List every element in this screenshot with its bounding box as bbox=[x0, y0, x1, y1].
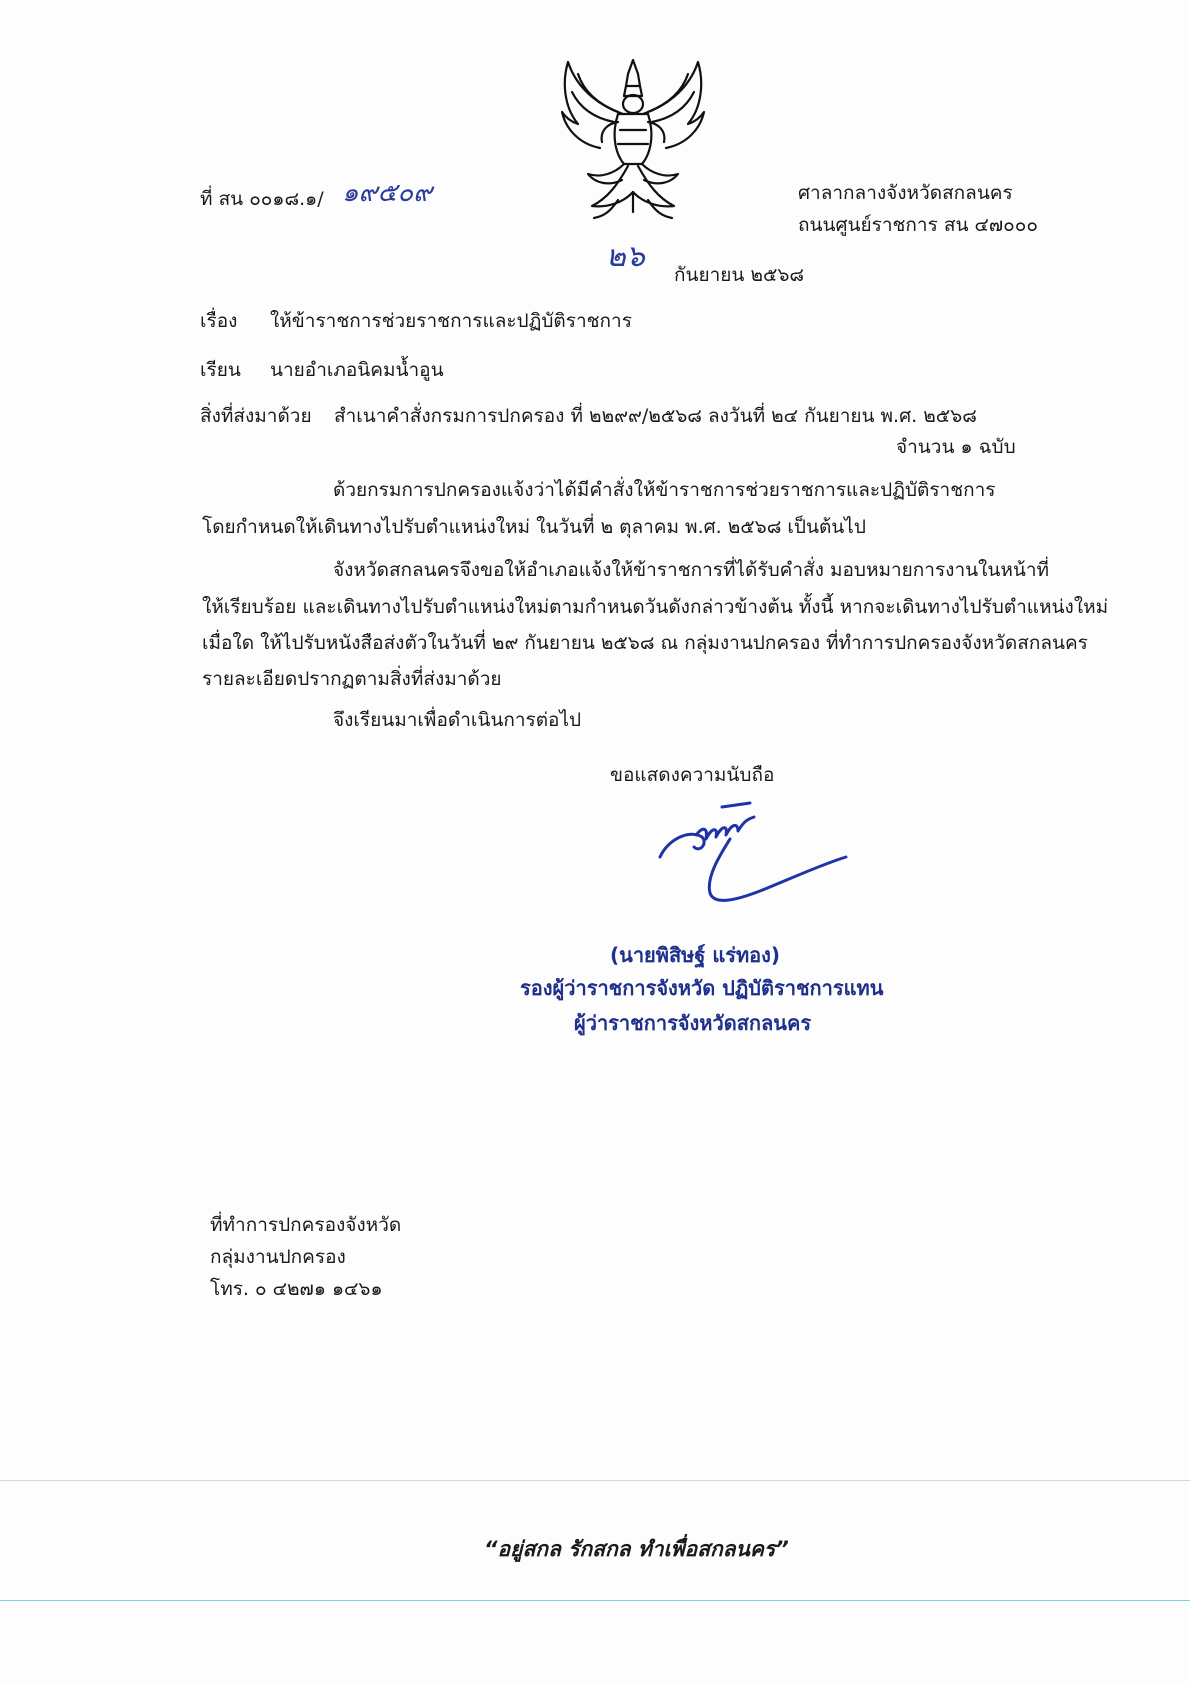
office-address: ถนนศูนย์ราชการ สน ๔๗๐๐๐ bbox=[798, 214, 1038, 236]
paragraph-3: จึงเรียนมาเพื่อดำเนินการต่อไป bbox=[333, 709, 582, 731]
signer-name: (นายพิสิษฐ์ แร่ทอง) bbox=[610, 943, 781, 967]
footer-motto: “อยู่สกล รักสกล ทำเพื่อสกลนคร” bbox=[484, 1537, 789, 1561]
paragraph-2-line-2: ให้เรียบร้อย และเดินทางไปรับตำแหน่งใหม่ตามกำหนดวันดังกล่าวข้างต้น ทั้งนี้ หากจะเดินทางไปรับตำแหน่งใหม่ bbox=[202, 596, 1109, 618]
to-label: เรียน bbox=[200, 359, 241, 381]
paragraph-2-line-4: รายละเอียดปรากฏตามสิ่งที่ส่งมาด้วย bbox=[202, 668, 502, 690]
reference-number-handwritten: ๑๙๕๐๙ bbox=[342, 178, 433, 208]
paragraph-2-line-1: จังหวัดสกลนครจึงขอให้อำเภอแจ้งให้ข้าราชการที่ได้รับคำสั่ง มอบหมายการงานในหน้าที่ bbox=[333, 559, 1050, 581]
footer-top-rule bbox=[0, 1480, 1190, 1481]
closing-salutation: ขอแสดงความนับถือ bbox=[610, 764, 775, 786]
reference-prefix: ที่ สน ๐๐๑๘.๑/ bbox=[200, 188, 324, 210]
to-text: นายอำเภอนิคมน้ำอูน bbox=[270, 359, 444, 381]
enclosure-text: สำเนาคำสั่งกรมการปกครอง ที่ ๒๒๙๙/๒๕๖๘ ลงวันที่ ๒๔ กันยายน พ.ศ. ๒๕๖๘ bbox=[334, 405, 977, 427]
paragraph-2-line-3: เมื่อใด ให้ไปรับหนังสือส่งตัวในวันที่ ๒๙ กันยายน ๒๕๖๘ ณ กลุ่มงานปกครอง ที่ทำการปกครองจังหวัดสกลนคร bbox=[202, 632, 1088, 654]
signer-title: รองผู้ว่าราชการจังหวัด ปฏิบัติราชการแทน bbox=[520, 976, 884, 1000]
paragraph-1-line-2: โดยกำหนดให้เดินทางไปรับตำแหน่งใหม่ ในวันที่ ๒ ตุลาคม พ.ศ. ๒๕๖๘ เป็นต้นไป bbox=[202, 516, 866, 538]
date-day-handwritten: ๒๖ bbox=[606, 239, 645, 274]
enclosure-count: จำนวน ๑ ฉบับ bbox=[896, 436, 1016, 458]
subject-text: ให้ข้าราชการช่วยราชการและปฏิบัติราชการ bbox=[270, 310, 632, 332]
contact-unit: กลุ่มงานปกครอง bbox=[210, 1246, 346, 1268]
contact-phone: โทร. ๐ ๔๒๗๑ ๑๔๖๑ bbox=[210, 1278, 383, 1300]
date-month-year: กันยายน ๒๕๖๘ bbox=[674, 264, 805, 286]
paragraph-1-line-1: ด้วยกรมการปกครองแจ้งว่าได้มีคำสั่งให้ข้าราชการช่วยราชการและปฏิบัติราชการ bbox=[333, 479, 996, 501]
contact-department: ที่ทำการปกครองจังหวัด bbox=[210, 1214, 402, 1236]
subject-label: เรื่อง bbox=[200, 310, 238, 332]
signature-icon bbox=[650, 795, 870, 920]
footer-bottom-rule bbox=[0, 1600, 1190, 1601]
garuda-emblem-icon bbox=[548, 52, 718, 224]
signer-office: ผู้ว่าราชการจังหวัดสกลนคร bbox=[574, 1011, 812, 1035]
enclosure-label: สิ่งที่ส่งมาด้วย bbox=[200, 405, 312, 427]
office-name: ศาลากลางจังหวัดสกลนคร bbox=[798, 182, 1013, 204]
